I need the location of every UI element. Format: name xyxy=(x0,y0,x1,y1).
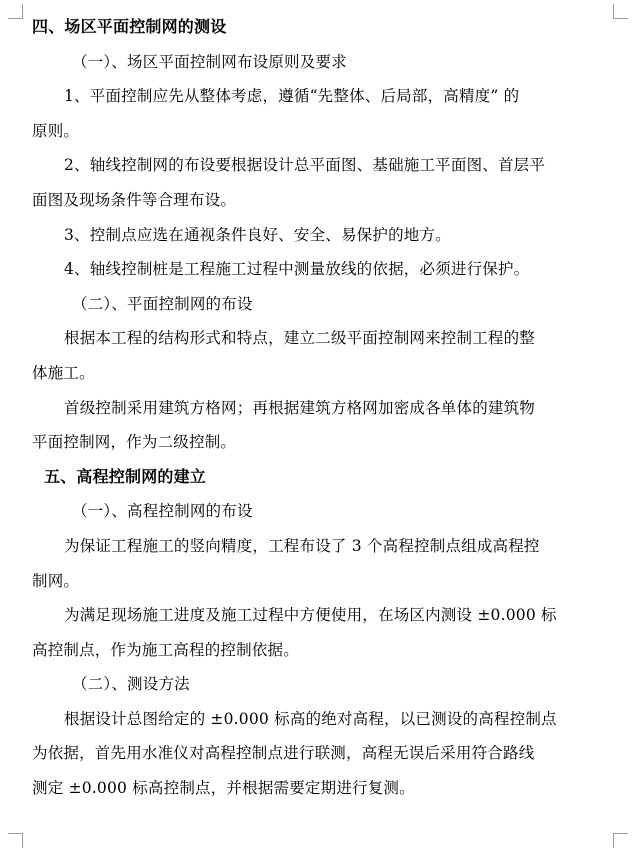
corner-mark-bottom-left xyxy=(8,833,23,848)
paragraph-line: 为保证工程施工的竖向精度，工程布设了 3 个高程控制点组成高程控 xyxy=(64,536,540,555)
paragraph-line: 体施工。 xyxy=(32,363,95,382)
paragraph-line: 根据设计总图给定的 ±0.000 标高的绝对高程，以已测设的高程控制点 xyxy=(64,709,557,728)
corner-mark-top-left xyxy=(8,4,23,19)
corner-mark-bottom-right xyxy=(613,833,628,848)
section-4-subheading-2: （二）、平面控制网的布设 xyxy=(72,294,253,313)
paragraph-line: 测定 ±0.000 标高控制点，并根据需要定期进行复测。 xyxy=(32,779,415,798)
paragraph-line: 高控制点，作为施工高程的控制依据。 xyxy=(32,640,299,659)
corner-mark-top-right xyxy=(613,4,628,19)
paragraph-line: 4、轴线控制桩是工程施工过程中测量放线的依据，必须进行保护。 xyxy=(64,260,530,279)
paragraph-line: 根据本工程的结构形式和特点，建立二级平面控制网来控制工程的整 xyxy=(64,329,536,348)
paragraph-line: 制网。 xyxy=(32,571,80,590)
paragraph-line: 平面控制网，作为二级控制。 xyxy=(32,433,237,452)
paragraph-line: 首级控制采用建筑方格网；再根据建筑方格网加密成各单体的建筑物 xyxy=(64,398,536,417)
paragraph-line: 面图及现场条件等合理布设。 xyxy=(32,190,237,209)
paragraph-line: 为满足现场施工进度及施工过程中方便使用，在场区内测设 ±0.000 标 xyxy=(64,606,557,625)
paragraph-line: 为依据，首先用水准仪对高程控制点进行联测，高程无误后采用符合路线 xyxy=(32,744,535,763)
section-5-heading: 五、高程控制网的建立 xyxy=(44,466,207,486)
section-5-subheading-1: （一）、高程控制网的布设 xyxy=(72,502,253,521)
section-4-heading: 四、场区平面控制网的测设 xyxy=(32,17,227,36)
document-body xyxy=(32,10,580,806)
paragraph-line: 2、轴线控制网的布设要根据设计总平面图、基础施工平面图、首层平 xyxy=(64,156,546,175)
paragraph-line: 1、平面控制应先从整体考虑，遵循“先整体、后局部，高精度” 的 xyxy=(64,87,520,106)
paragraph-line: 3、控制点应选在通视条件良好、安全、易保护的地方。 xyxy=(64,225,451,244)
section-4-subheading-1: （一）、场区平面控制网布设原则及要求 xyxy=(72,52,347,71)
section-5-subheading-2: （二）、测设方法 xyxy=(72,675,190,694)
paragraph-line: 原则。 xyxy=(32,121,80,140)
